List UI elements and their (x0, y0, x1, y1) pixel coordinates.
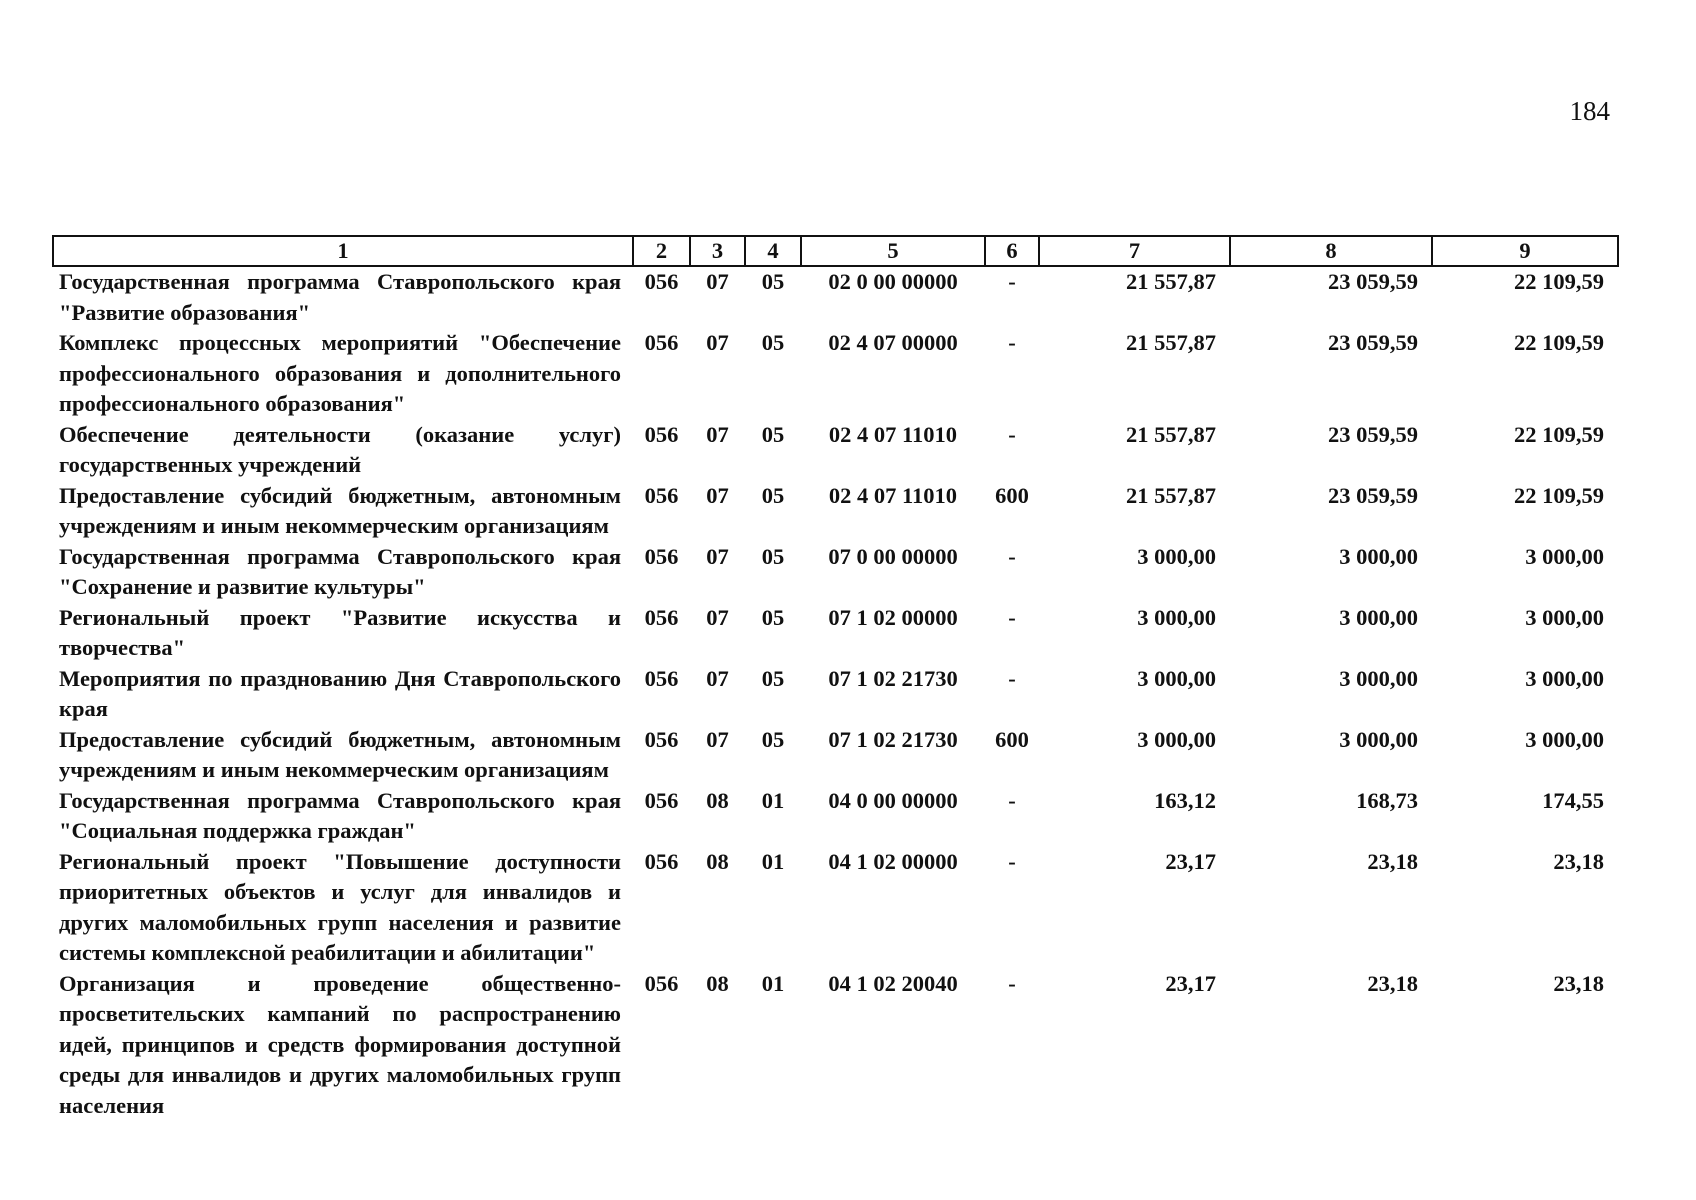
column-header: 6 (985, 236, 1039, 266)
subsection-code: 05 (761, 330, 785, 355)
amount-col7: 21 557,87 (1126, 330, 1216, 355)
amount-col8: 3 000,00 (1339, 604, 1418, 630)
subsection-code: 05 (761, 421, 785, 447)
expense-type-code: - (1008, 330, 1016, 355)
section-code: 07 (706, 330, 729, 355)
amount-col7: 163,12 (1154, 787, 1216, 813)
target-article-code: 04 1 02 20040 (828, 970, 958, 996)
amount-col7: 3 000,00 (1137, 726, 1216, 752)
item-name: Государственная программа Ставропольского края "Развитие образования" (59, 269, 621, 325)
amount-col9: 3 000,00 (1525, 665, 1604, 691)
column-header: 3 (690, 236, 745, 266)
expense-type-code: - (1008, 848, 1016, 874)
amount-col9: 3 000,00 (1525, 543, 1604, 569)
table-header-row (53, 236, 1618, 266)
section-code: 07 (706, 726, 729, 752)
target-article-code: 07 1 02 21730 (828, 726, 958, 752)
section-code: 08 (706, 787, 729, 813)
column-header: 4 (745, 236, 801, 266)
amount-col7: 21 557,87 (1126, 482, 1216, 508)
amount-col9: 3 000,00 (1525, 604, 1604, 630)
ministry-code: 056 (644, 269, 679, 294)
section-code: 07 (706, 604, 729, 630)
section-code: 07 (706, 665, 729, 691)
target-article-code: 02 0 00 00000 (828, 269, 958, 294)
amount-col8: 3 000,00 (1339, 665, 1418, 691)
item-name: Организация и проведение общественно-просветительских кампаний по распространению идей, принципов и средств формирования доступной среды для инвалидов и других маломобильных групп населения (59, 970, 621, 1118)
item-name: Предоставление субсидий бюджетным, автономным учреждениям и иным некоммерческим организациям (59, 482, 621, 538)
item-name: Обеспечение деятельности (оказание услуг) государственных учреждений (59, 421, 621, 477)
amount-col9: 22 109,59 (1514, 330, 1604, 355)
amount-col8: 23 059,59 (1328, 269, 1418, 294)
table-row (53, 664, 1618, 725)
ministry-code: 056 (644, 665, 679, 691)
item-name: Государственная программа Ставропольского края "Социальная поддержка граждан" (59, 787, 621, 843)
section-code: 07 (706, 543, 729, 569)
table-row (53, 786, 1618, 847)
expense-type-code: 600 (995, 482, 1029, 508)
item-name: Региональный проект "Развитие искусства и творчества" (59, 604, 621, 660)
table-row (53, 603, 1618, 664)
amount-col8: 3 000,00 (1339, 726, 1418, 752)
amount-col9: 22 109,59 (1514, 482, 1604, 508)
table-row (53, 266, 1618, 328)
table-row (53, 969, 1618, 1122)
amount-col9: 3 000,00 (1525, 726, 1604, 752)
item-name: Предоставление субсидий бюджетным, автономным учреждениям и иным некоммерческим организациям (59, 726, 621, 782)
amount-col9: 174,55 (1542, 787, 1604, 813)
subsection-code: 05 (761, 665, 785, 691)
amount-col7: 3 000,00 (1137, 665, 1216, 691)
amount-col8: 23,18 (1367, 970, 1418, 996)
ministry-code: 056 (644, 421, 679, 447)
item-name: Мероприятия по празднованию Дня Ставропольского края (59, 665, 621, 721)
table-row (53, 328, 1618, 420)
target-article-code: 02 4 07 11010 (828, 421, 958, 447)
expense-type-code: - (1008, 421, 1016, 447)
expense-type-code: - (1008, 269, 1016, 294)
subsection-code: 01 (761, 848, 785, 874)
target-article-code: 04 1 02 00000 (828, 848, 958, 874)
amount-col7: 21 557,87 (1126, 269, 1216, 294)
amount-col8: 23 059,59 (1328, 482, 1418, 508)
target-article-code: 07 1 02 00000 (828, 604, 958, 630)
amount-col8: 3 000,00 (1339, 543, 1418, 569)
amount-col9: 23,18 (1553, 848, 1604, 874)
column-header: 7 (1039, 236, 1230, 266)
subsection-code: 05 (761, 604, 785, 630)
amount-col7: 21 557,87 (1126, 421, 1216, 447)
section-code: 07 (706, 421, 729, 447)
section-code: 08 (706, 970, 729, 996)
table-row (53, 542, 1618, 603)
table-row (53, 847, 1618, 969)
amount-col8: 23 059,59 (1328, 421, 1418, 447)
table-row (53, 725, 1618, 786)
table-row (53, 420, 1618, 481)
subsection-code: 01 (761, 970, 785, 996)
subsection-code: 05 (761, 269, 785, 294)
amount-col9: 23,18 (1553, 970, 1604, 996)
ministry-code: 056 (644, 726, 679, 752)
section-code: 07 (706, 269, 729, 294)
amount-col9: 22 109,59 (1514, 421, 1604, 447)
subsection-code: 01 (761, 787, 785, 813)
section-code: 08 (706, 848, 729, 874)
expense-type-code: - (1008, 970, 1016, 996)
amount-col7: 3 000,00 (1137, 604, 1216, 630)
table-row (53, 481, 1618, 542)
ministry-code: 056 (644, 787, 679, 813)
expense-type-code: - (1008, 787, 1016, 813)
column-header: 1 (53, 236, 633, 266)
ministry-code: 056 (644, 330, 679, 355)
subsection-code: 05 (761, 543, 785, 569)
subsection-code: 05 (761, 482, 785, 508)
target-article-code: 02 4 07 11010 (828, 482, 958, 508)
expense-type-code: - (1008, 665, 1016, 691)
column-header: 5 (801, 236, 985, 266)
amount-col7: 23,17 (1165, 970, 1216, 996)
expense-type-code: - (1008, 604, 1016, 630)
target-article-code: 04 0 00 00000 (828, 787, 958, 813)
column-header: 8 (1230, 236, 1432, 266)
ministry-code: 056 (644, 543, 679, 569)
target-article-code: 07 0 00 00000 (828, 543, 958, 569)
target-article-code: 07 1 02 21730 (828, 665, 958, 691)
target-article-code: 02 4 07 00000 (828, 330, 958, 355)
column-header: 9 (1432, 236, 1618, 266)
amount-col9: 22 109,59 (1514, 269, 1604, 294)
amount-col8: 23 059,59 (1328, 330, 1418, 355)
page-number: 184 (1569, 96, 1610, 126)
amount-col7: 3 000,00 (1137, 543, 1216, 569)
expense-type-code: 600 (995, 726, 1029, 752)
ministry-code: 056 (644, 970, 679, 996)
ministry-code: 056 (644, 482, 679, 508)
amount-col8: 168,73 (1356, 787, 1418, 813)
subsection-code: 05 (761, 726, 785, 752)
item-name: Комплекс процессных мероприятий "Обеспечение профессионального образования и дополнительного профессионального образования" (59, 330, 621, 416)
ministry-code: 056 (644, 604, 679, 630)
item-name: Государственная программа Ставропольского края "Сохранение и развитие культуры" (59, 543, 621, 599)
section-code: 07 (706, 482, 729, 508)
amount-col7: 23,17 (1165, 848, 1216, 874)
amount-col8: 23,18 (1367, 848, 1418, 874)
expense-type-code: - (1008, 543, 1016, 569)
column-header: 2 (633, 236, 690, 266)
item-name: Региональный проект "Повышение доступности приоритетных объектов и услуг для инвалидов и других маломобильных групп населения и развитие системы комплексной реабилитации и абилитации" (59, 848, 621, 965)
budget-table (52, 235, 1619, 1121)
ministry-code: 056 (644, 848, 679, 874)
